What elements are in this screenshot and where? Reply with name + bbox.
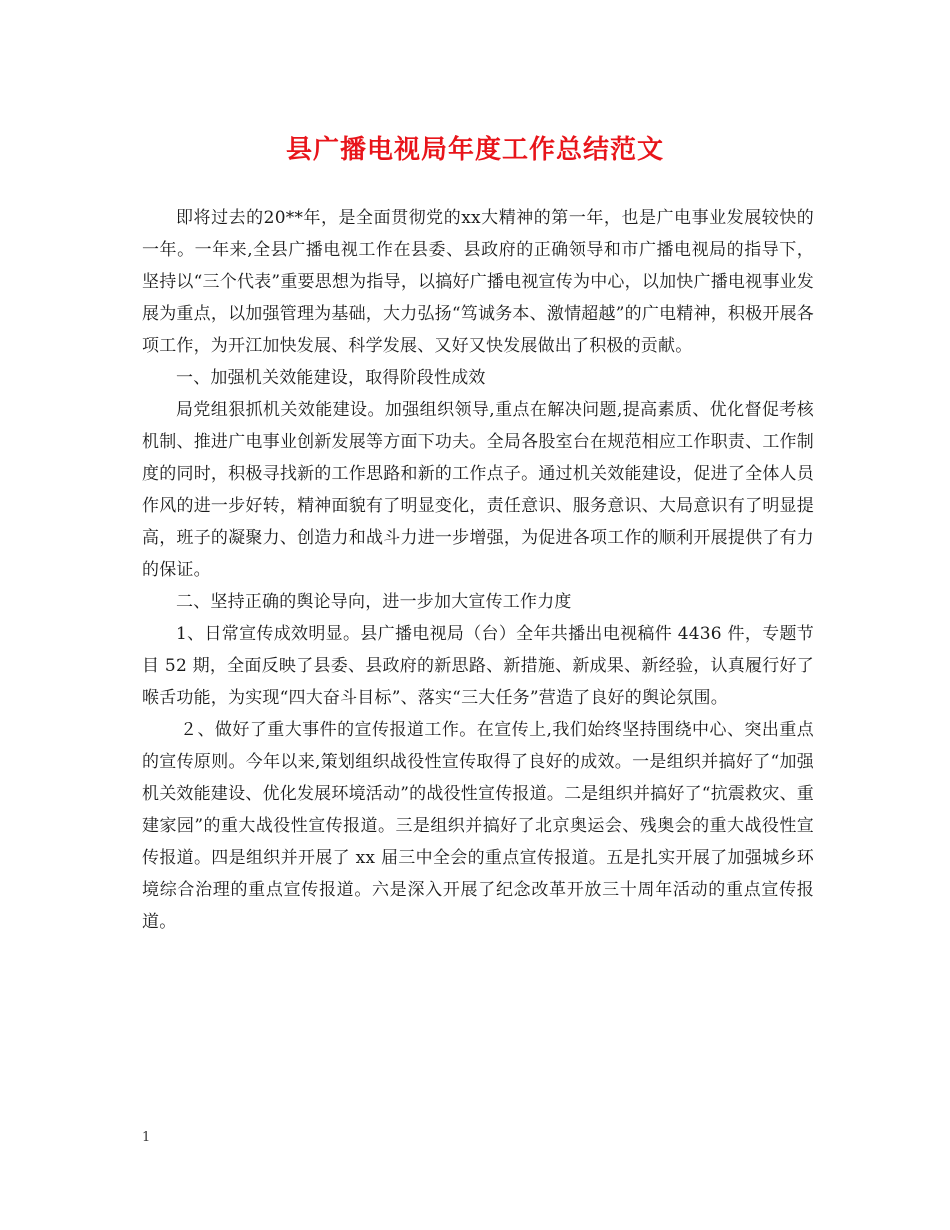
document-body	[142, 202, 814, 938]
intro-paragraph: 即将过去的20**年，是全面贯彻党的xx大精神的第一年，也是广电事业发展较快的一年。一年来,全县广播电视工作在县委、县政府的正确领导和市广播电视局的指导下，坚持以“三个代表”重要思想为指导，以搞好广播电视宣传为中心，以加快广播电视事业发展为重点，以加强管理为基础，大力弘扬“笃诚务本、激情超越”的广电精神，积极开展各项工作，为开江加快发展、科学发展、又好又快发展做出了积极的贡献。	[142, 208, 814, 356]
page-number: 1	[142, 1130, 151, 1145]
section-heading-1: 一、加强机关效能建设，取得阶段性成效	[176, 368, 486, 388]
page-title: 县广播电视局年度工作总结范文	[285, 135, 664, 165]
section-2-item-2: ２、做好了重大事件的宣传报道工作。在宣传上,我们始终坚持围绕中心、突出重点的宣传原则。今年以来,策划组织战役性宣传取得了良好的成效。一是组织并搞好了“加强机关效能建设、优化发展环境活动”的战役性宣传报道。二是组织并搞好了“抗震救灾、重建家园”的重大战役性宣传报道。三是组织并搞好了北京奥运会、残奥会的重大战役性宣传报道。四是组织并开展了 xx 届三中全会的重点宣传报道。五是扎实开展了加强城乡环境综合治理的重点宣传报道。六是深入开展了纪念改革开放三十周年活动的重点宣传报道。	[142, 720, 814, 932]
section-1-paragraph: 局党组狠抓机关效能建设。加强组织领导,重点在解决问题,提高素质、优化督促考核机制、推进广电事业创新发展等方面下功夫。全局各股室台在规范相应工作职责、工作制度的同时，积极寻找新的工作思路和新的工作点子。通过机关效能建设，促进了全体人员作风的进一步好转，精神面貌有了明显变化，责任意识、服务意识、大局意识有了明显提高，班子的凝聚力、创造力和战斗力进一步增强，为促进各项工作的顺利开展提供了有力的保证。	[142, 400, 814, 580]
section-heading-2: 二、坚持正确的舆论导向，进一步加大宣传工作力度	[176, 592, 572, 612]
section-2-item-1: 1、日常宣传成效明显。县广播电视局（台）全年共播出电视稿件 4436 件，专题节目 52 期，全面反映了县委、县政府的新思路、新措施、新成果、新经验，认真履行好了喉舌功能，为实现“四大奋斗目标”、落实“三大任务”营造了良好的舆论氛围。	[142, 624, 814, 708]
